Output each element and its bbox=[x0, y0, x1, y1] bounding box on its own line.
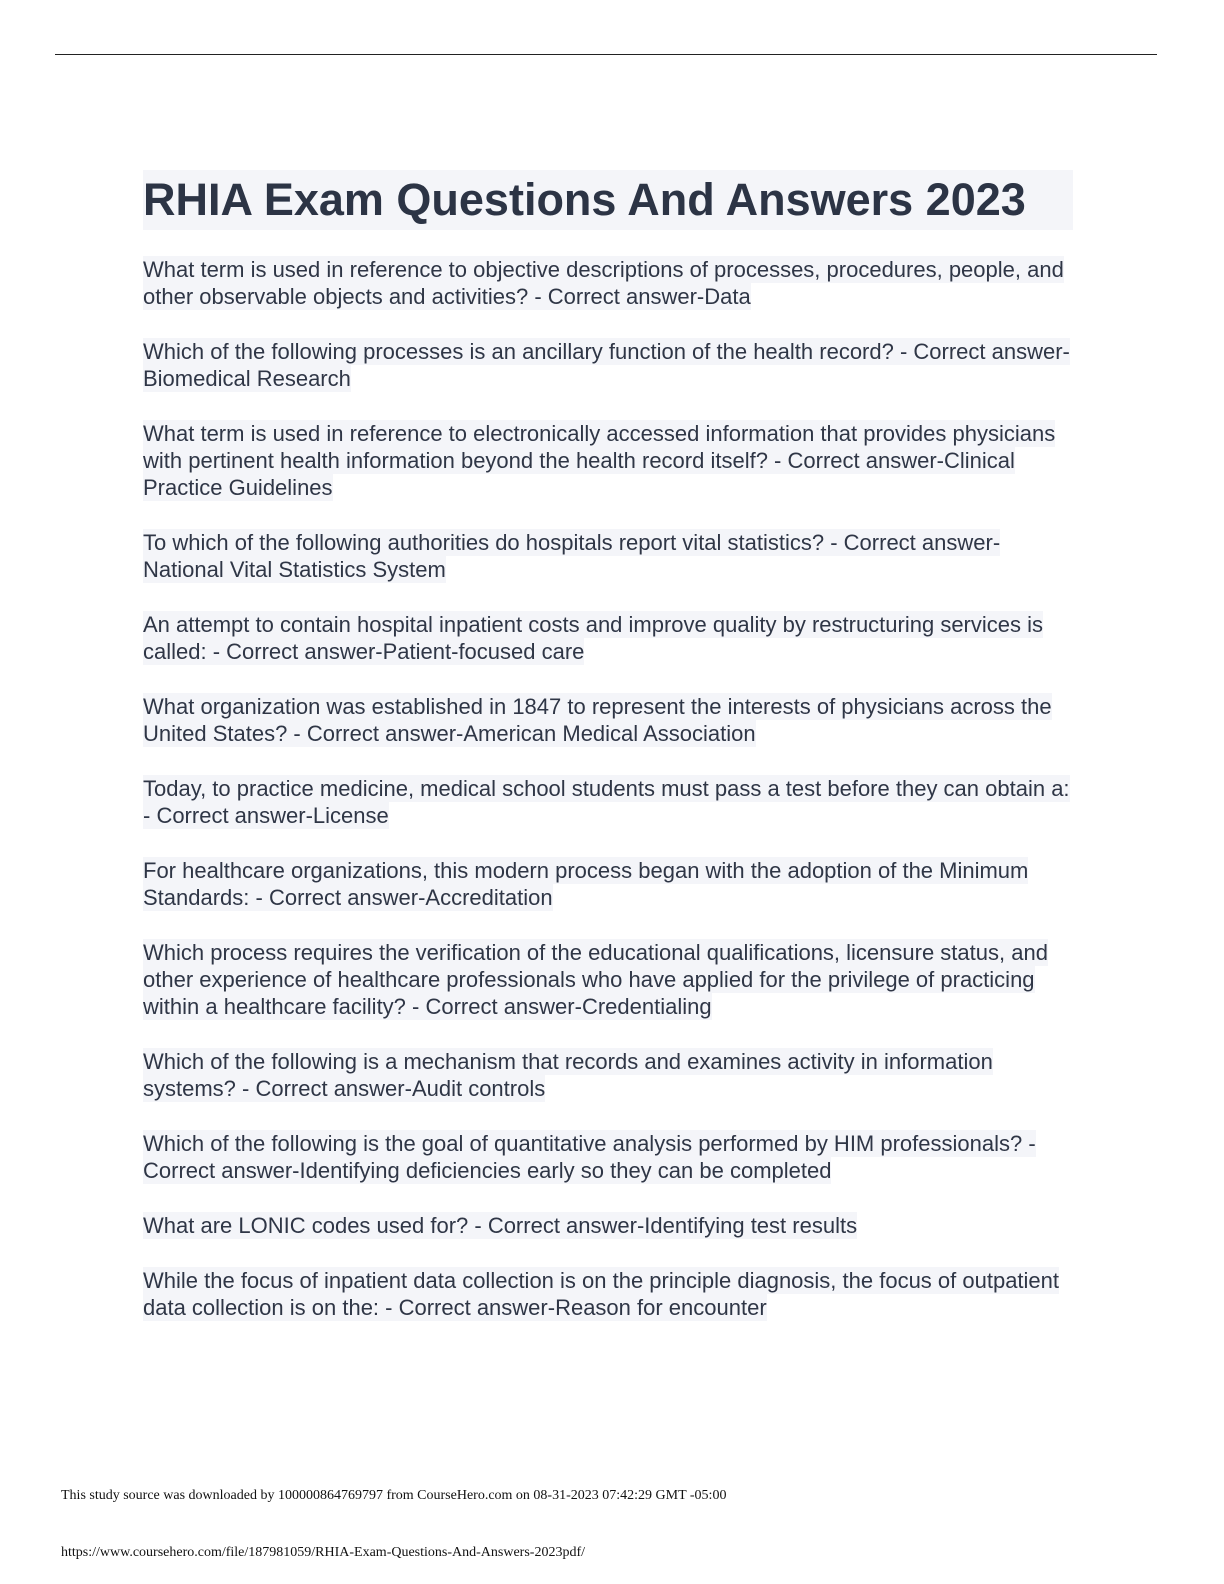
qa-item: What term is used in reference to objective descriptions of processes, procedures, people, and other observable objects and activities? - Correct answer-Data bbox=[143, 257, 1064, 309]
qa-item: What term is used in reference to electronically accessed information that provides physicians with pertinent health information beyond the health record itself? - Correct answer-Clinical Practice Guidelines bbox=[143, 421, 1056, 500]
download-notice: This study source was downloaded by 100000864769797 from CourseHero.com on 08-31-2023 07:42:29 GMT -05:00 bbox=[61, 1488, 727, 1503]
document-title: RHIA Exam Questions And Answers 2023 bbox=[143, 174, 1026, 225]
top-divider bbox=[55, 54, 1157, 55]
qa-item: Which of the following processes is an ancillary function of the health record? - Correct answer-Biomedical Research bbox=[143, 339, 1070, 391]
qa-item: For healthcare organizations, this modern process began with the adoption of the Minimum Standards: - Correct answer-Accreditation bbox=[143, 858, 1029, 910]
qa-item: While the focus of inpatient data collection is on the principle diagnosis, the focus of outpatient data collection is on the: - Correct answer-Reason for encounter bbox=[143, 1268, 1060, 1320]
qa-item: To which of the following authorities do hospitals report vital statistics? - Correct answer-National Vital Statistics System bbox=[143, 530, 1001, 582]
qa-item: Which of the following is the goal of quantitative analysis performed by HIM professionals? - Correct answer-Identifying deficiencies early so they can be completed bbox=[143, 1131, 1036, 1183]
title-block bbox=[143, 170, 1073, 230]
qa-item: Which of the following is a mechanism that records and examines activity in information systems? - Correct answer-Audit controls bbox=[143, 1049, 993, 1101]
qa-item: Which process requires the verification of the educational qualifications, licensure status, and other experience of healthcare professionals who have applied for the privilege of practicing within a healthcare facility? - Correct answer-Credentialing bbox=[143, 940, 1048, 1019]
document-body bbox=[143, 170, 1073, 1349]
source-url[interactable]: https://www.coursehero.com/file/187981059/RHIA-Exam-Questions-And-Answers-2023pdf/ bbox=[61, 1545, 586, 1560]
qa-item: An attempt to contain hospital inpatient costs and improve quality by restructuring services is called: - Correct answer-Patient-focused care bbox=[143, 612, 1044, 664]
qa-item: What are LONIC codes used for? - Correct answer-Identifying test results bbox=[143, 1213, 858, 1238]
qa-item: What organization was established in 1847 to represent the interests of physicians across the United States? - Correct answer-American Medical Association bbox=[143, 694, 1052, 746]
qa-item: Today, to practice medicine, medical school students must pass a test before they can obtain a: - Correct answer-License bbox=[143, 776, 1070, 828]
